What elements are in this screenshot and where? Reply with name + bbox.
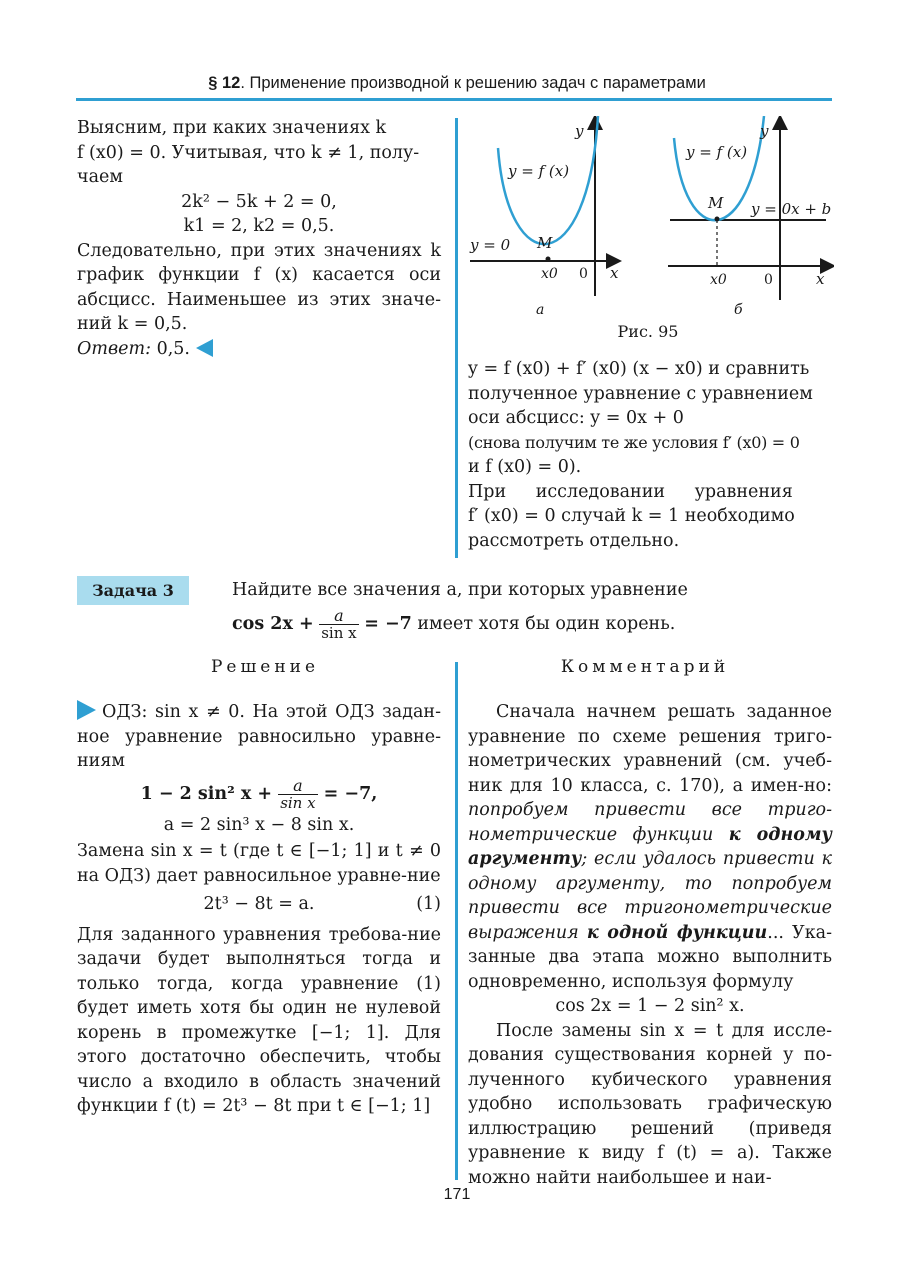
- paragraph-text: ОДЗ: sin x ≠ 0. На этой ОДЗ задан-ное уравнение равносильно уравне-ниям: [77, 702, 441, 771]
- subfigure-label: б: [734, 302, 743, 318]
- top-right-column: [468, 357, 832, 553]
- x-axis-label: x: [816, 270, 825, 288]
- section-number: § 12: [208, 74, 241, 92]
- equation-right: = −7,: [323, 783, 378, 804]
- bold-italic-text: к одной функции: [586, 922, 768, 943]
- fraction: [278, 775, 317, 812]
- equation-number: (1): [416, 894, 441, 914]
- italic-text: ; если удалось привести к одному аргументу, то попробуем привести все тригонометрические выражения: [468, 849, 832, 943]
- column-divider-bottom: [455, 662, 458, 1180]
- task-line-1: Найдите все значения a, при которых уравнение: [232, 580, 688, 600]
- text: ... Ука-занные два этапа можно выполнить одновременно, используя формулу: [468, 922, 832, 992]
- figure-95-svg: [462, 116, 834, 322]
- fraction-numerator: a: [319, 608, 358, 625]
- fraction: [319, 608, 358, 641]
- text: Сначала начнем решать заданное уравнение по схеме решения триго-нометрических уравнений (см. учеб-ник для 10 класса, с. 170), а имен-но:: [468, 702, 832, 796]
- column-divider-top: [455, 118, 458, 558]
- bold-italic-text: к одному аргументу: [468, 824, 832, 869]
- numbered-equation: [77, 892, 441, 917]
- answer: [77, 337, 441, 362]
- running-header: [0, 74, 914, 93]
- section-title: . Применение производной к решению задач с параметрами: [240, 74, 706, 92]
- text-line: f′ (x0) = 0 случай k = 1 необходимо: [468, 506, 795, 526]
- equation-right: = −7: [364, 614, 412, 634]
- text-line: рассмотреть отдельно.: [468, 530, 680, 551]
- equation-left: 1 − 2 sin² x +: [140, 783, 273, 804]
- formula: cos 2x = 1 − 2 sin² x.: [555, 996, 745, 1016]
- comment-heading: Комментарий: [560, 657, 730, 677]
- text-line: (снова получим те же условия f′ (x0) = 0: [468, 432, 800, 452]
- tangent-point: [715, 217, 720, 222]
- equation: [77, 775, 441, 812]
- paragraph: После замены sin x = t для иссле-дования существования корней у по-лученного кубического уравнения удобно использовать графическую иллюстрацию решений (приведя уравнение к виду f (t) = a). Также можно найти наибольшее и наи-: [468, 1020, 832, 1188]
- text-line: Выясним, при каких значениях k: [77, 118, 387, 138]
- graph-a: [469, 116, 619, 318]
- answer-label: Ответ:: [77, 338, 151, 359]
- line-label: y = 0x + b: [751, 200, 832, 218]
- text-line: полученное уравнение с уравнением: [468, 383, 813, 404]
- subfigure-label: a: [536, 302, 545, 318]
- y-axis-label: y: [760, 122, 769, 140]
- text-line: оси абсцисс: y = 0x + 0: [468, 408, 684, 428]
- top-left-column: [77, 116, 441, 361]
- text-line: и f (x0) = 0).: [468, 457, 582, 477]
- tangent-point: [546, 257, 551, 262]
- task-badge: Задача 3: [77, 576, 189, 605]
- comment-column: [468, 700, 832, 1190]
- italic-text: попробуем привести все триго-нометрические функции: [468, 800, 832, 845]
- origin-label: 0: [764, 272, 773, 288]
- paragraph: [468, 700, 832, 994]
- y-axis-label: y: [575, 122, 584, 140]
- task-line-2: [232, 608, 832, 641]
- page-number: 171: [443, 1186, 471, 1203]
- curve-label: y = f (x): [686, 143, 748, 161]
- equation-left: cos 2x +: [232, 614, 314, 634]
- paragraph: [77, 700, 441, 774]
- header-rule: [76, 98, 832, 101]
- solution-column: [77, 700, 441, 1119]
- equation: a = 2 sin³ x − 8 sin x.: [163, 814, 355, 835]
- figure-caption: Рис. 95: [617, 322, 679, 341]
- line-label: y = 0: [470, 236, 511, 254]
- origin-label: 0: [579, 266, 588, 282]
- fraction-denominator: sin x: [321, 624, 357, 642]
- x-axis-label: x: [610, 264, 619, 282]
- text-line: чаем: [77, 167, 123, 187]
- end-of-solution-icon: [196, 339, 213, 357]
- equation: k1 = 2, k2 = 0,5.: [183, 216, 335, 236]
- paragraph: Следовательно, при этих значениях k график функции f (x) касается оси абсцисс. Наименьшее из этих значе-ний k = 0,5.: [77, 240, 441, 334]
- text-line: При исследовании уравнения: [468, 481, 793, 502]
- x0-label: x0: [541, 266, 558, 282]
- answer-value: 0,5.: [156, 338, 190, 359]
- solution-heading: Решение: [210, 657, 320, 677]
- x0-label: x0: [710, 272, 727, 288]
- equation: 2t³ − 8t = a.: [203, 894, 315, 914]
- text-line: f (x0) = 0. Учитывая, что k ≠ 1, полу-: [77, 142, 420, 163]
- fraction-denominator: sin x: [280, 793, 316, 812]
- text-line: y = f (x0) + f′ (x0) (x − x0) и сравнить: [468, 359, 810, 379]
- paragraph: Замена sin x = t (где t ∈ [−1; 1] и t ≠ 0 на ОДЗ) дает равносильное уравне-ние: [77, 841, 441, 886]
- curve-label: y = f (x): [508, 162, 570, 180]
- paragraph: Для заданного уравнения требова-ние задачи будет выполняться тогда и только тогда, когда уравнение (1) будет иметь хотя бы один не нулевой корень в промежутке [−1; 1]. Для этого достаточно обеспечить, чтобы число a входило в область значений функции f (t) = 2t³ − 8t при t ∈ [−1; 1]: [77, 924, 441, 1116]
- point-label: M: [708, 194, 724, 212]
- task-line-2-tail: имеет хотя бы один корень.: [417, 614, 676, 634]
- fraction-numerator: a: [278, 778, 317, 795]
- equation: 2k² − 5k + 2 = 0,: [181, 191, 337, 212]
- figure-95: [462, 116, 834, 346]
- point-label: M: [537, 234, 553, 252]
- solution-start-icon: [77, 700, 96, 720]
- graph-b: [668, 116, 831, 318]
